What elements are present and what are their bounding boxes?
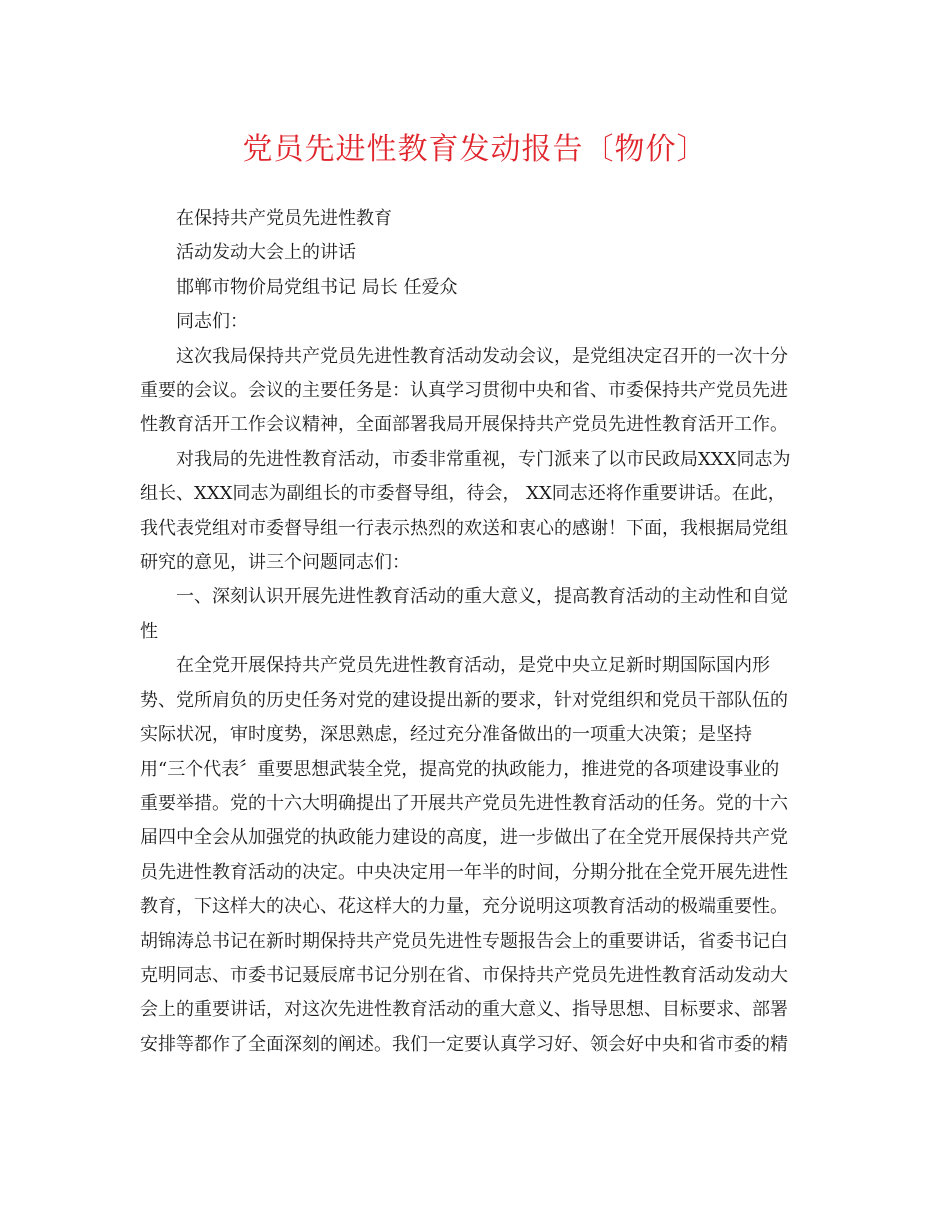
text-line: 会上的重要讲话，对这次先进性教育活动的重大意义、指导思想、目标要求、部署 bbox=[140, 999, 788, 1021]
text-line: 克明同志、市委书记聂辰席书记分别在省、市保持共产党员先进性教育活动发动大 bbox=[140, 964, 788, 986]
text-line: 对我局的先进性教育活动，市委非常重视，专门派来了以市民政局XXX同志为 bbox=[176, 448, 791, 470]
text-line: 胡锦涛总书记在新时期保持共产党员先进性专题报告会上的重要讲话，省委书记白 bbox=[140, 930, 788, 952]
text-line: 邯郸市物价局党组书记 局长 任爱众 bbox=[176, 276, 458, 298]
document-title: 党员先进性教育发动报告〔物价〕 bbox=[242, 132, 708, 167]
text-line: 安排等都作了全面深刻的阐述。我们一定要认真学习好、领会好中央和省市委的精 bbox=[140, 1033, 788, 1055]
text-line: 在保持共产党员先进性教育 bbox=[176, 208, 392, 229]
text-line: 教育，下这样大的决心、花这样大的力量，充分说明这项教育活动的极端重要性。 bbox=[140, 896, 788, 918]
text-line: 一、深刻认识开展先进性教育活动的重大意义，提高教育活动的主动性和自觉 bbox=[176, 586, 788, 608]
text-line: 我代表党组对市委督导组一行表示热烈的欢送和衷心的感谢！下面，我根据局党组 bbox=[140, 517, 788, 539]
text-line: 性教育活开工作会议精神，全面部署我局开展保持共产党员先进性教育活开工作。 bbox=[140, 414, 788, 436]
text-line: 重要举措。党的十六大明确提出了开展共产党员先进性教育活动的任务。党的十六 bbox=[140, 792, 788, 814]
text-line: 这次我局保持共产党员先进性教育活动发动会议，是党组决定召开的一次十分 bbox=[176, 345, 788, 367]
text-line: 用“三个代表〞重要思想武装全党，提高党的执政能力，推进党的各项建设事业的 bbox=[140, 758, 780, 780]
text-line: 届四中全会从加强党的执政能力建设的高度，进一步做出了在全党开展保持共产党 bbox=[140, 827, 788, 849]
text-line: 同志们： bbox=[176, 311, 248, 333]
text-line: 势、党所肩负的历史任务对党的建设提出新的要求，针对党组织和党员干部队伍的 bbox=[140, 689, 788, 711]
text-line: 研究的意见，讲三个问题同志们： bbox=[140, 552, 410, 574]
text-line: 重要的会议。会议的主要任务是：认真学习贯彻中央和省、市委保持共产党员先进 bbox=[140, 380, 788, 402]
text-line: 组长、XXX同志为副组长的市委督导组，待会， XX同志还将作重要讲话。在此， bbox=[140, 483, 786, 505]
text-line: 实际状况，审时度势，深思熟虑，经过充分准备做出的一项重大决策；是坚持 bbox=[140, 724, 752, 746]
text-line: 员先进性教育活动的决定。中央决定用一年半的时间，分期分批在全党开展先进性 bbox=[140, 861, 788, 883]
document-body bbox=[140, 202, 820, 1062]
text-line: 在全党开展保持共产党员先进性教育活动，是党中央立足新时期国际国内形 bbox=[176, 655, 770, 677]
text-line: 活动发动大会上的讲话 bbox=[176, 242, 356, 264]
text-line: 性 bbox=[140, 620, 158, 642]
